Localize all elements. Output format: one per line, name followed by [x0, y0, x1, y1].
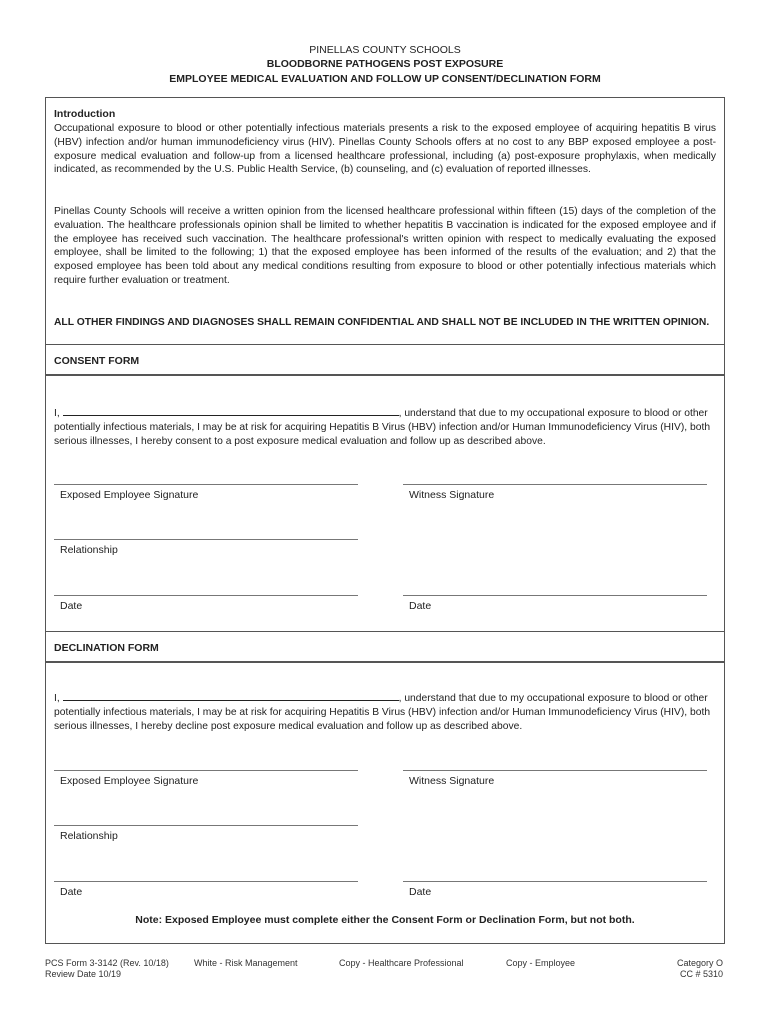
consent-employee-signature[interactable]	[54, 484, 358, 501]
declination-statement-text: , understand that due to my occupational exposure to blood or other potentially infectious materials, I may be at risk for acquiring Hepatitis B Virus (HBV) infection and/or Human Immunodeficiency Virus (HIV), both serious illnesses, I hereby decline post exposure medical evaluation and follow up as described above.	[54, 693, 711, 733]
consent-title: CONSENT FORM	[54, 355, 140, 367]
footer-form-info	[45, 958, 169, 980]
copy-healthcare: Copy - Healthcare Professional	[339, 958, 464, 968]
consent-witness-signature[interactable]	[403, 484, 707, 501]
consent-employee-signature-label: Exposed Employee Signature	[60, 489, 199, 501]
declination-prefix: I,	[54, 693, 60, 704]
consent-date-right[interactable]	[403, 595, 707, 612]
introduction-section	[45, 97, 725, 345]
consent-date-left[interactable]	[54, 595, 358, 612]
consent-date-left-label: Date	[60, 600, 83, 612]
declination-date-left[interactable]	[54, 881, 358, 898]
declination-section	[45, 661, 725, 944]
consent-statement	[54, 405, 718, 450]
declination-date-right[interactable]	[403, 881, 707, 898]
confidentiality-notice: ALL OTHER FINDINGS AND DIAGNOSES SHALL REMAIN CONFIDENTIAL AND SHALL NOT BE INCLUDED IN THE WRITTEN OPINION.	[54, 317, 710, 328]
declination-witness-signature-label: Witness Signature	[409, 775, 495, 787]
consent-header	[45, 344, 725, 376]
org-name: PINELLAS COUNTY SCHOOLS	[309, 44, 461, 56]
declination-relationship-label: Relationship	[60, 830, 118, 842]
declination-name-field[interactable]	[63, 690, 399, 701]
consent-date-right-label: Date	[409, 600, 432, 612]
category: Category O	[676, 958, 723, 968]
declination-date-left-label: Date	[60, 886, 83, 898]
declination-statement	[54, 690, 718, 735]
consent-name-field[interactable]	[63, 405, 399, 416]
consent-witness-signature-label: Witness Signature	[409, 489, 495, 501]
declination-title: DECLINATION FORM	[54, 642, 159, 654]
declination-relationship[interactable]	[54, 825, 358, 842]
intro-paragraph-2: Pinellas County Schools will receive a written opinion from the licensed healthcare professional within fifteen (15) days of the completion of the evaluation. The healthcare professionals opinion shall be limited to whether hepatitis B vaccination is indicated for the exposed employee and if the employee has received such vaccination. The healthcare professional's written opinion with respect to medically evaluating the exposed employee, shall be limited to the following; 1) that the exposed employee has been informed of the results of the evaluation; and 2) that the exposed employee has been told about any medical conditions resulting from exposure to blood or other potentially infectious materials which require further evaluation or treatment.	[54, 206, 716, 286]
declination-witness-signature[interactable]	[403, 770, 707, 787]
footer-category	[623, 958, 723, 980]
form-title: BLOODBORNE PATHOGENS POST EXPOSURE	[266, 58, 504, 70]
intro-paragraph-1: Occupational exposure to blood or other potentially infectious materials presents a risk to the exposed employee of acquiring hepatitis B virus (HBV) infection and/or human immunodeficiency virus (HIV). Pinellas County Schools offers at no cost to any BBP exposed employee a post-exposure medical evaluation and follow-up from a licensed healthcare professional, including (a) post-exposure prophylaxis, when medically indicated, as recommended by the U.S. Public Health Service, (b) counseling, and (c) evaluation of reported illnesses.	[54, 123, 716, 176]
declination-employee-signature-label: Exposed Employee Signature	[60, 775, 199, 787]
copy-white: White - Risk Management	[194, 958, 298, 968]
form-number: PCS Form 3-3142 (Rev. 10/18)	[45, 958, 169, 968]
consent-section	[45, 374, 725, 632]
declination-date-right-label: Date	[409, 886, 432, 898]
review-date: Review Date 10/19	[45, 969, 122, 979]
intro-heading: Introduction	[54, 108, 116, 120]
consent-prefix: I,	[54, 408, 60, 419]
completion-note: Note: Exposed Employee must complete either the Consent Form or Declination Form, but not both.	[135, 914, 635, 926]
cc-number: CC # 5310	[679, 969, 723, 979]
copy-employee: Copy - Employee	[506, 958, 576, 968]
declination-header	[45, 631, 725, 663]
consent-relationship[interactable]	[54, 539, 358, 556]
consent-relationship-label: Relationship	[60, 544, 118, 556]
form-subtitle: EMPLOYEE MEDICAL EVALUATION AND FOLLOW UP CONSENT/DECLINATION FORM	[169, 73, 601, 85]
declination-employee-signature[interactable]	[54, 770, 358, 787]
consent-statement-text: , understand that due to my occupational exposure to blood or other potentially infectious materials, I may be at risk for acquiring Hepatitis B Virus (HBV) infection and/or Human Immunodeficiency Virus (HIV), both serious illnesses, I hereby consent to a post exposure medical evaluation and follow up as described above.	[54, 408, 711, 448]
